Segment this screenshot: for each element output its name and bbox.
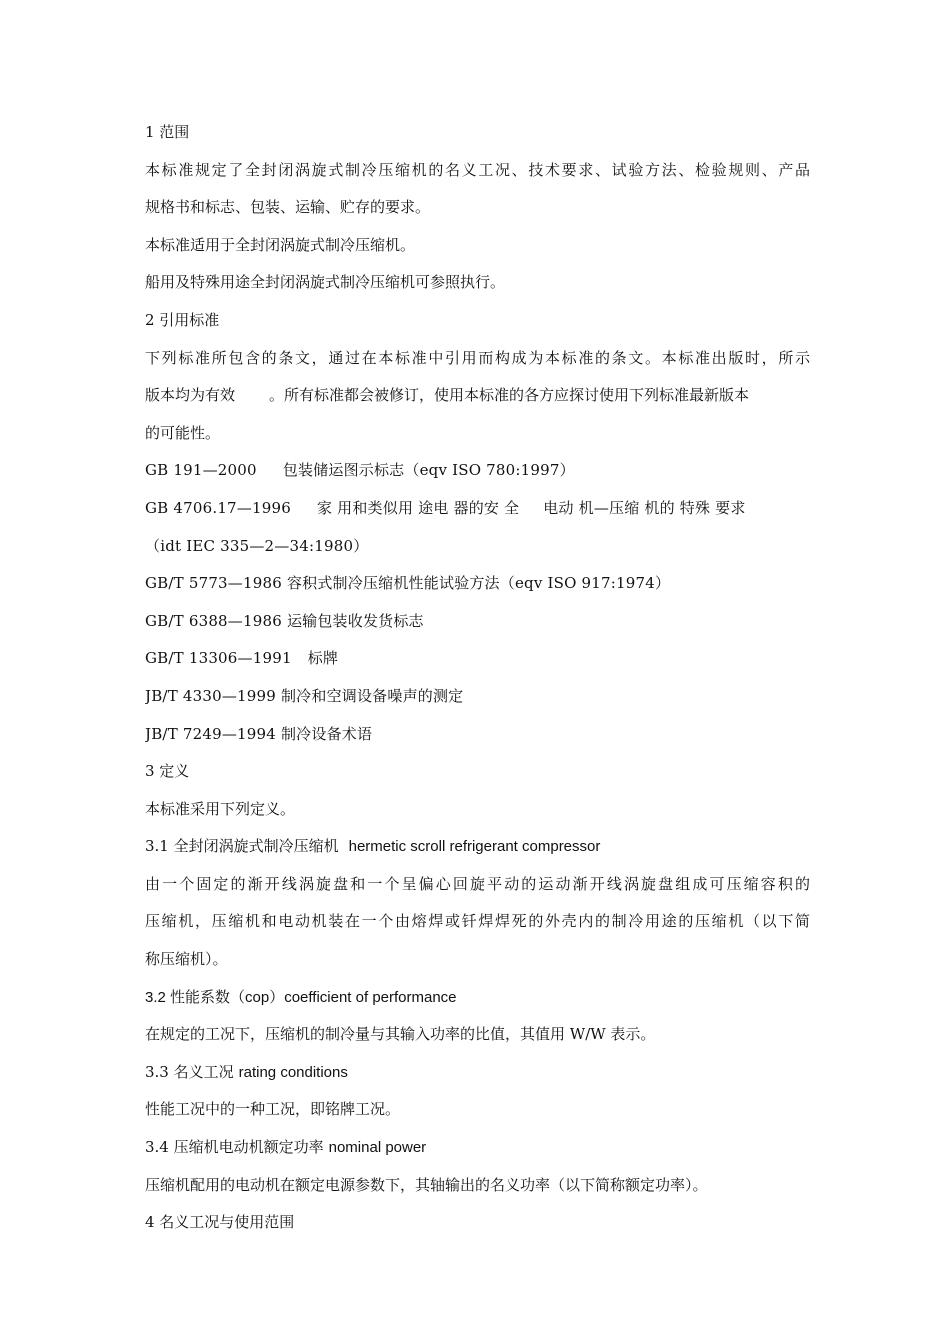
reference-item bbox=[145, 490, 810, 528]
reference-item bbox=[145, 716, 810, 754]
reference-text: GB/T 5773—1986 容积式制冷压缩机性能试验方法（eqv ISO 917:1974） bbox=[145, 574, 671, 593]
reference-item bbox=[145, 603, 810, 641]
paragraph-text: 称压缩机）。 bbox=[145, 950, 228, 969]
reference-text: GB/T 6388—1986 运输包装收发货标志 bbox=[145, 611, 424, 630]
paragraph-text: 。所有标准都会被修订，使用本标准的各方应探讨使用下列标准最新版本 bbox=[269, 386, 750, 405]
definition-term-3-1 bbox=[145, 828, 810, 866]
term-zh: 3.3 名义工况 bbox=[145, 1062, 234, 1081]
heading-text: 2 引用标准 bbox=[145, 310, 220, 329]
paragraph-text: 规格书和标志、包装、运输、贮存的要求。 bbox=[145, 198, 431, 217]
definition-term-3-2 bbox=[145, 979, 810, 1017]
paragraph-text: 版本均为有效 bbox=[145, 386, 236, 405]
reference-item bbox=[145, 640, 810, 678]
paragraph-text: 下列标准所包含的条文，通过在本标准中引用而构成为本标准的条文。本标准出版时，所示 bbox=[145, 348, 810, 367]
paragraph-text: 压缩机配用的电动机在额定电源参数下，其轴输出的名义功率（以下简称额定功率）。 bbox=[145, 1175, 708, 1194]
document-body bbox=[145, 114, 810, 1242]
reference-code: GB/T 13306—1991 bbox=[145, 649, 292, 668]
paragraph-line bbox=[145, 227, 810, 265]
paragraph-line bbox=[145, 152, 810, 190]
reference-text: JB/T 7249—1994 制冷设备术语 bbox=[145, 724, 373, 743]
paragraph-line bbox=[145, 791, 810, 829]
term-en: hermetic scroll refrigerant compressor bbox=[348, 838, 601, 856]
paragraph-line bbox=[145, 941, 810, 979]
paragraph-text: 的可能性。 bbox=[145, 423, 221, 442]
reference-code: GB 4706.17—1996 bbox=[145, 498, 291, 517]
reference-item bbox=[145, 452, 810, 490]
reference-title: 包装储运图示标志（eqv ISO 780:1997） bbox=[282, 461, 575, 480]
reference-item bbox=[145, 565, 810, 603]
paragraph-line bbox=[145, 1091, 810, 1129]
heading-text: 1 范围 bbox=[145, 123, 190, 141]
paragraph-text: 船用及特殊用途全封闭涡旋式制冷压缩机可参照执行。 bbox=[145, 273, 506, 292]
definition-term-3-4 bbox=[145, 1129, 810, 1167]
paragraph-line bbox=[145, 377, 810, 415]
reference-title: （idt IEC 335—2—34:1980） bbox=[145, 536, 369, 555]
section-heading-rating-conditions bbox=[145, 1204, 810, 1242]
paragraph-text: 由一个固定的渐开线涡旋盘和一个呈偏心回旋平动的运动渐开线涡旋盘组成可压缩容积的 bbox=[145, 874, 810, 893]
reference-item-continued bbox=[145, 528, 810, 566]
paragraph-text: 本标准适用于全封闭涡旋式制冷压缩机。 bbox=[145, 235, 416, 254]
reference-title: 标牌 bbox=[307, 649, 339, 668]
heading-text: 4 名义工况与使用范围 bbox=[145, 1213, 295, 1232]
paragraph-line bbox=[145, 189, 810, 227]
definition-term-3-3 bbox=[145, 1054, 810, 1092]
term-text: 3.2 性能系数（cop）coefficient of performance bbox=[145, 988, 457, 1006]
paragraph-line bbox=[145, 866, 810, 904]
paragraph-text: 性能工况中的一种工况，即铭牌工况。 bbox=[145, 1100, 401, 1119]
reference-item bbox=[145, 678, 810, 716]
paragraph-text: 本标准采用下列定义。 bbox=[145, 799, 296, 818]
paragraph-line bbox=[145, 1167, 810, 1205]
paragraph-line bbox=[145, 264, 810, 302]
reference-text: JB/T 4330—1999 制冷和空调设备噪声的测定 bbox=[145, 686, 464, 705]
reference-code: GB 191—2000 bbox=[145, 461, 257, 480]
section-heading-scope bbox=[145, 114, 810, 152]
paragraph-line bbox=[145, 340, 810, 378]
term-en: rating conditions bbox=[238, 1063, 348, 1081]
term-zh: 3.4 压缩机电动机额定功率 bbox=[145, 1138, 324, 1157]
reference-title: 电动 机—压缩 机的 特殊 要求 bbox=[543, 498, 746, 517]
section-heading-definitions bbox=[145, 753, 810, 791]
section-heading-references bbox=[145, 302, 810, 340]
heading-text: 3 定义 bbox=[145, 762, 190, 781]
paragraph-line bbox=[145, 1016, 810, 1054]
term-zh: 3.1 全封闭涡旋式制冷压缩机 bbox=[145, 837, 339, 856]
paragraph-line bbox=[145, 415, 810, 453]
paragraph-text: 本标准规定了全封闭涡旋式制冷压缩机的名义工况、技术要求、试验方法、检验规则、产品 bbox=[145, 160, 810, 179]
paragraph-line bbox=[145, 903, 810, 941]
paragraph-text: 在规定的工况下，压缩机的制冷量与其输入功率的比值，其值用 W/W 表示。 bbox=[145, 1025, 656, 1044]
reference-title: 家 用和类似用 途电 器的安 全 bbox=[316, 498, 520, 517]
term-en: nominal power bbox=[328, 1139, 427, 1157]
paragraph-text: 压缩机，压缩机和电动机装在一个由熔焊或钎焊焊死的外壳内的制冷用途的压缩机（以下简 bbox=[145, 912, 810, 931]
